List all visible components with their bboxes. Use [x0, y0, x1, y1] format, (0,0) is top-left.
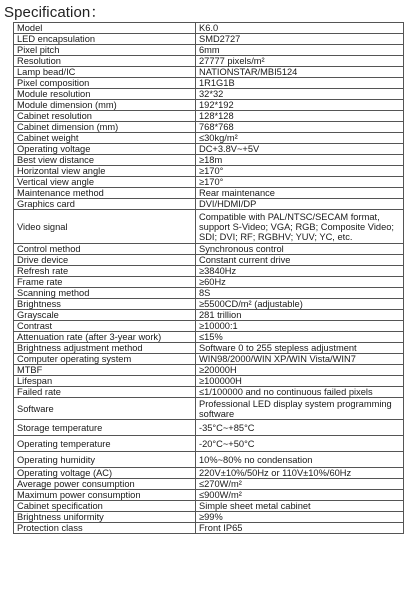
spec-label: Best view distance	[14, 155, 196, 166]
spec-value: Simple sheet metal cabinet	[196, 501, 404, 512]
spec-label: Frame rate	[14, 277, 196, 288]
spec-label: Cabinet dimension (mm)	[14, 122, 196, 133]
spec-label: Contrast	[14, 321, 196, 332]
spec-label: Lifespan	[14, 376, 196, 387]
spec-row	[14, 387, 404, 398]
spec-label: Attenuation rate (after 3-year work)	[14, 332, 196, 343]
spec-row	[14, 266, 404, 277]
spec-label: Software	[14, 398, 196, 420]
spec-label: Operating voltage (AC)	[14, 468, 196, 479]
spec-value: 6mm	[196, 45, 404, 56]
spec-value: ≥170°	[196, 166, 404, 177]
spec-label: Brightness adjustment method	[14, 343, 196, 354]
spec-row	[14, 144, 404, 155]
spec-label: Refresh rate	[14, 266, 196, 277]
spec-row	[14, 501, 404, 512]
spec-label: Grayscale	[14, 310, 196, 321]
spec-label: Module dimension (mm)	[14, 100, 196, 111]
spec-value: ≤1/100000 and no continuous failed pixels	[196, 387, 404, 398]
spec-label: Lamp bead/IC	[14, 67, 196, 78]
spec-label: Brightness	[14, 299, 196, 310]
spec-row	[14, 133, 404, 144]
spec-label: Protection class	[14, 523, 196, 534]
spec-value: Software 0 to 255 stepless adjustment	[196, 343, 404, 354]
spec-value: DVI/HDMI/DP	[196, 199, 404, 210]
spec-row	[14, 299, 404, 310]
spec-label: Computer operating system	[14, 354, 196, 365]
spec-row	[14, 512, 404, 523]
spec-row	[14, 78, 404, 89]
spec-label: Operating temperature	[14, 436, 196, 452]
spec-label: Cabinet specification	[14, 501, 196, 512]
spec-table	[13, 22, 404, 534]
spec-value: DC+3.8V~+5V	[196, 144, 404, 155]
spec-value: ≥20000H	[196, 365, 404, 376]
spec-label: Maintenance method	[14, 188, 196, 199]
spec-table-body	[14, 23, 404, 534]
spec-label: Maximum power consumption	[14, 490, 196, 501]
spec-row	[14, 56, 404, 67]
spec-value: ≥100000H	[196, 376, 404, 387]
spec-row	[14, 255, 404, 266]
spec-label: Pixel pitch	[14, 45, 196, 56]
spec-label: Operating voltage	[14, 144, 196, 155]
spec-row	[14, 277, 404, 288]
spec-value: 281 trillion	[196, 310, 404, 321]
spec-row	[14, 332, 404, 343]
spec-row	[14, 155, 404, 166]
spec-row	[14, 479, 404, 490]
spec-row	[14, 210, 404, 244]
spec-value: ≤900W/m²	[196, 490, 404, 501]
spec-value: 10%~80% no condensation	[196, 452, 404, 468]
spec-label: Model	[14, 23, 196, 34]
spec-value: Front IP65	[196, 523, 404, 534]
spec-label: Control method	[14, 244, 196, 255]
spec-label: Brightness uniformity	[14, 512, 196, 523]
spec-label: Graphics card	[14, 199, 196, 210]
spec-row	[14, 468, 404, 479]
spec-value: ≥170°	[196, 177, 404, 188]
spec-row	[14, 523, 404, 534]
spec-value: 32*32	[196, 89, 404, 100]
spec-row	[14, 321, 404, 332]
page-title: Specification：	[4, 4, 106, 21]
spec-value: 192*192	[196, 100, 404, 111]
spec-row	[14, 310, 404, 321]
spec-row	[14, 398, 404, 420]
spec-value: 1R1G1B	[196, 78, 404, 89]
spec-row	[14, 365, 404, 376]
spec-row	[14, 244, 404, 255]
spec-label: MTBF	[14, 365, 196, 376]
spec-value: Rear maintenance	[196, 188, 404, 199]
spec-label: Video signal	[14, 210, 196, 244]
spec-row	[14, 436, 404, 452]
spec-label: Pixel composition	[14, 78, 196, 89]
spec-value: 128*128	[196, 111, 404, 122]
spec-value: -20°C~+50°C	[196, 436, 404, 452]
spec-label: Drive device	[14, 255, 196, 266]
spec-row	[14, 354, 404, 365]
spec-row	[14, 122, 404, 133]
spec-row	[14, 452, 404, 468]
spec-value: NATIONSTAR/MBI5124	[196, 67, 404, 78]
spec-value: ≥5500CD/m² (adjustable)	[196, 299, 404, 310]
spec-row	[14, 288, 404, 299]
spec-row	[14, 67, 404, 78]
spec-value: ≤30kg/m²	[196, 133, 404, 144]
spec-label: Cabinet resolution	[14, 111, 196, 122]
spec-row	[14, 100, 404, 111]
spec-label: Average power consumption	[14, 479, 196, 490]
spec-row	[14, 188, 404, 199]
spec-row	[14, 34, 404, 45]
spec-label: Vertical view angle	[14, 177, 196, 188]
spec-label: Failed rate	[14, 387, 196, 398]
spec-value: Synchronous control	[196, 244, 404, 255]
spec-value: ≥99%	[196, 512, 404, 523]
spec-value: 220V±10%/50Hz or 110V±10%/60Hz	[196, 468, 404, 479]
spec-value: -35°C~+85°C	[196, 420, 404, 436]
spec-label: Resolution	[14, 56, 196, 67]
spec-row	[14, 166, 404, 177]
spec-value: ≤15%	[196, 332, 404, 343]
spec-value: 768*768	[196, 122, 404, 133]
spec-row	[14, 45, 404, 56]
spec-value: 8S	[196, 288, 404, 299]
spec-row	[14, 177, 404, 188]
spec-value: Compatible with PAL/NTSC/SECAM format, support S-Video; VGA; RGB; Composite Video; SDI; DVI; RF; RGBHV; YUV; YC, etc.	[196, 210, 404, 244]
spec-value: SMD2727	[196, 34, 404, 45]
spec-value: ≤270W/m²	[196, 479, 404, 490]
spec-value: ≥10000:1	[196, 321, 404, 332]
spec-label: LED encapsulation	[14, 34, 196, 45]
spec-value: K6.0	[196, 23, 404, 34]
spec-value: 27777 pixels/m²	[196, 56, 404, 67]
spec-value: Constant current drive	[196, 255, 404, 266]
spec-row	[14, 343, 404, 354]
spec-label: Scanning method	[14, 288, 196, 299]
spec-value: WIN98/2000/WIN XP/WIN Vista/WIN7	[196, 354, 404, 365]
spec-row	[14, 111, 404, 122]
spec-label: Cabinet weight	[14, 133, 196, 144]
spec-value: ≥18m	[196, 155, 404, 166]
spec-row	[14, 89, 404, 100]
spec-row	[14, 376, 404, 387]
spec-row	[14, 23, 404, 34]
spec-row	[14, 420, 404, 436]
spec-value: Professional LED display system programming software	[196, 398, 404, 420]
spec-row	[14, 199, 404, 210]
spec-label: Storage temperature	[14, 420, 196, 436]
spec-value: ≥60Hz	[196, 277, 404, 288]
spec-label: Horizontal view angle	[14, 166, 196, 177]
spec-value: ≥3840Hz	[196, 266, 404, 277]
spec-label: Module resolution	[14, 89, 196, 100]
spec-row	[14, 490, 404, 501]
spec-label: Operating humidity	[14, 452, 196, 468]
